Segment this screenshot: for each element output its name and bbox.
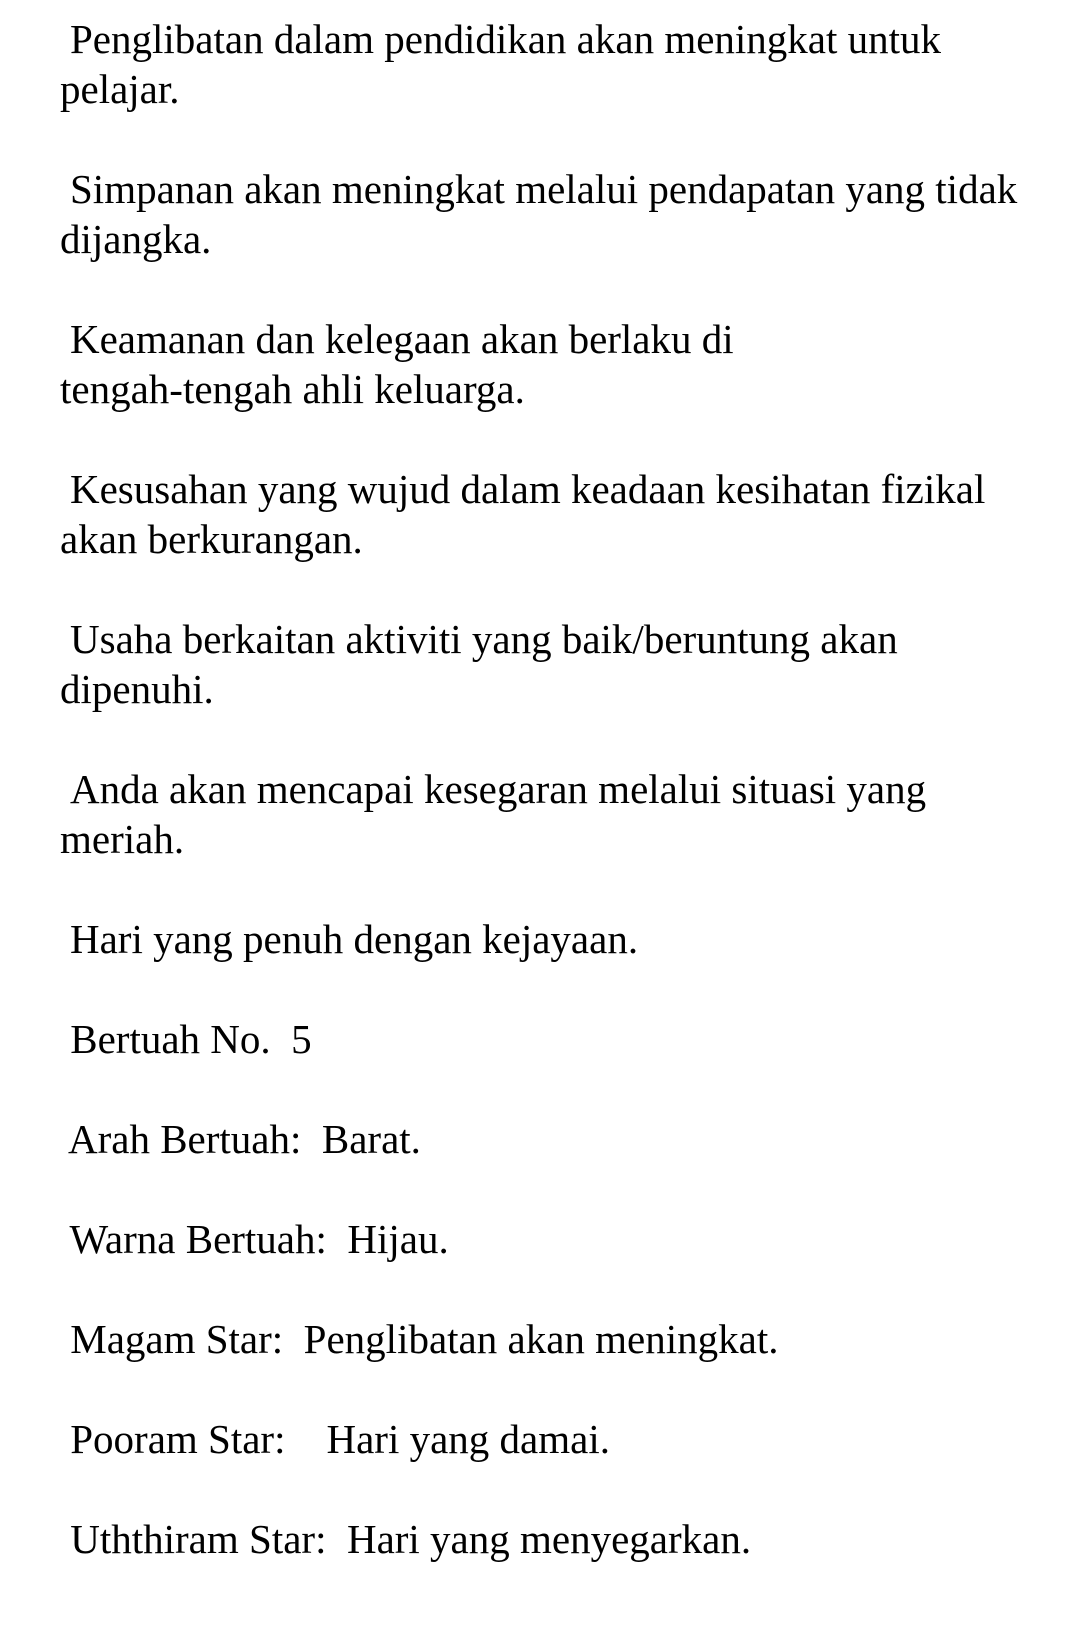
paragraph-health	[60, 464, 1040, 564]
paragraph-text: Penglibatan dalam pendidikan akan meningkat untuk pelajar.	[60, 16, 952, 112]
lucky-color: Warna Bertuah: Hijau.	[60, 1216, 449, 1262]
paragraph-text: Kesusahan yang wujud dalam keadaan kesihatan fizikal akan berkurangan.	[60, 466, 996, 562]
paragraph-education	[60, 14, 1040, 114]
lucky-number: Bertuah No. 5	[60, 1016, 312, 1062]
paragraph-freshness	[60, 764, 1040, 864]
paragraph-text: Simpanan akan meningkat melalui pendapatan yang tidak dijangka.	[60, 166, 1028, 262]
paragraph-text: Anda akan mencapai kesegaran melalui situasi yang meriah.	[60, 766, 937, 862]
paragraph-effort	[60, 614, 1040, 714]
paragraph-family	[60, 314, 1040, 414]
magam-star: Magam Star: Penglibatan akan meningkat.	[60, 1316, 779, 1362]
paragraph-text: Keamanan dan kelegaan akan berlaku di tengah-tengah ahli keluarga.	[60, 316, 734, 412]
paragraph-savings	[60, 164, 1040, 264]
horoscope-document	[60, 14, 1040, 1614]
paragraph-success	[60, 914, 1040, 964]
uththiram-star: Uththiram Star: Hari yang menyegarkan.	[60, 1516, 752, 1562]
paragraph-text: Hari yang penuh dengan kejayaan.	[70, 916, 639, 962]
lucky-direction: Arah Bertuah: Barat.	[60, 1116, 421, 1162]
pooram-star: Pooram Star: Hari yang damai.	[60, 1416, 610, 1462]
paragraph-text: Usaha berkaitan aktiviti yang baik/beruntung akan dipenuhi.	[60, 616, 908, 712]
